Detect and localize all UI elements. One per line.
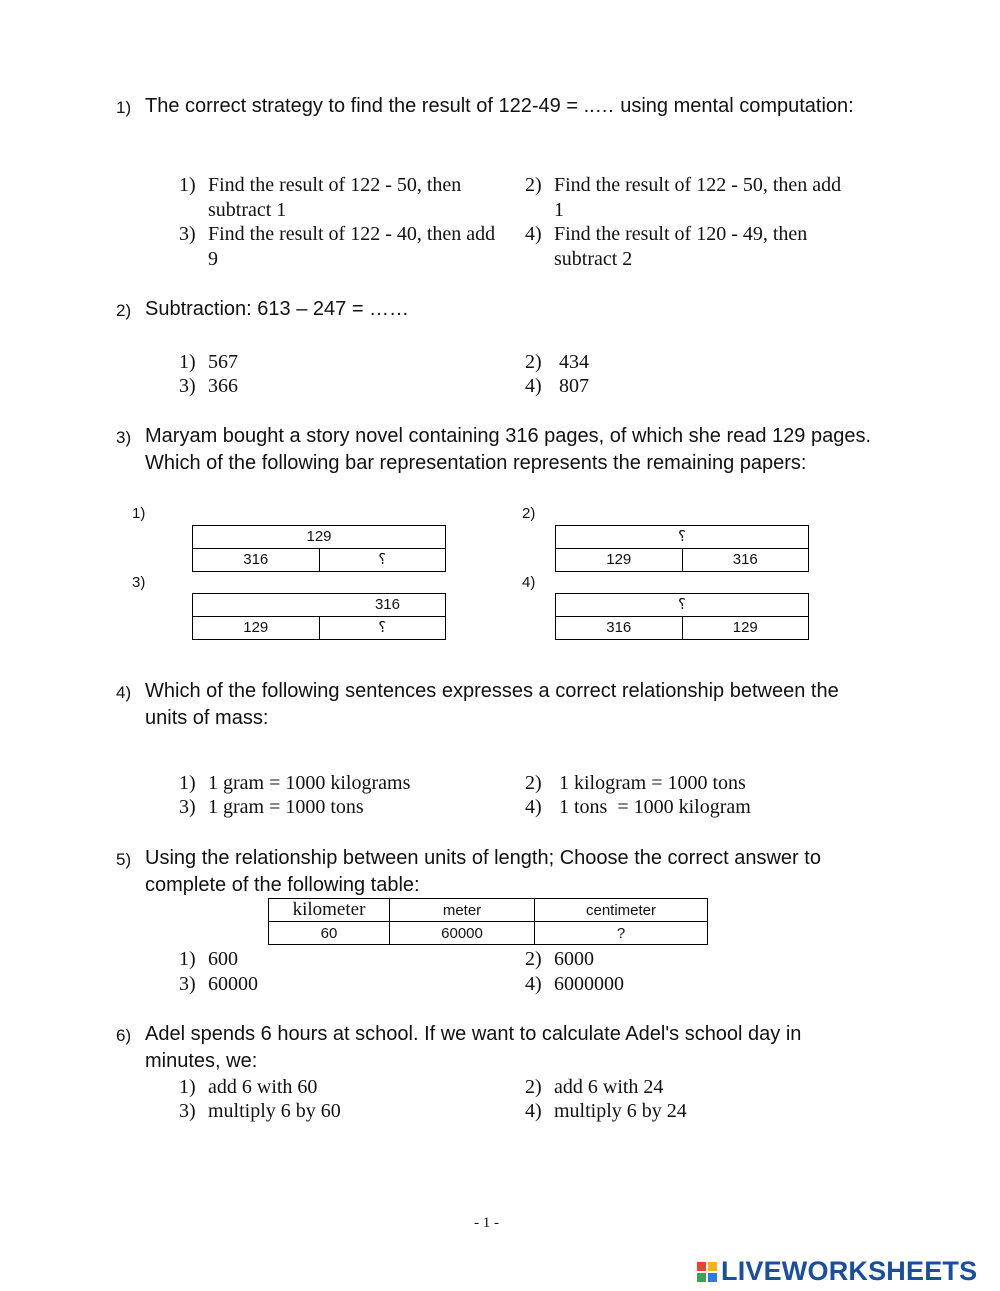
q4-option-1[interactable] [179, 771, 499, 796]
option-text: 807 [554, 375, 589, 397]
question-2 [116, 296, 876, 323]
q1-option-2[interactable] [525, 173, 845, 222]
question-4 [116, 678, 876, 732]
option-number: 3) [179, 1100, 196, 1122]
liveworksheets-logo [697, 1256, 977, 1287]
bar-option-label: 1) [132, 505, 146, 522]
logo-tile [708, 1262, 717, 1271]
option-number: 4) [525, 973, 542, 995]
question-number: 6) [116, 1026, 132, 1045]
question-5 [116, 845, 886, 899]
units-table-value-row [269, 922, 708, 945]
q5-option-3[interactable] [179, 972, 499, 997]
bar-option-label: 4) [522, 574, 536, 591]
logo-tile [697, 1262, 706, 1271]
option-text: Find the result of 122 - 50, then add 1 [554, 174, 842, 221]
option-number: 4) [525, 1100, 542, 1122]
logo-tile [708, 1273, 717, 1282]
question-6 [116, 1021, 876, 1075]
question-text: Adel spends 6 hours at school. If we want to calculate Adel's school day in minutes, we: [145, 1023, 802, 1072]
q4-option-2[interactable] [525, 771, 845, 796]
bar-option-4[interactable] [555, 593, 809, 640]
q2-option-4[interactable] [525, 374, 845, 399]
option-text: 6000 [554, 948, 594, 970]
option-text: 434 [554, 351, 589, 373]
units-table-cell: 60 [269, 922, 390, 945]
bar-bottom-row [193, 616, 445, 639]
option-text: 567 [208, 351, 238, 373]
option-text: 6000000 [554, 973, 624, 995]
bar-bottom-row [193, 548, 445, 571]
bar-cell: 129 [682, 617, 809, 639]
q6-option-1[interactable] [179, 1075, 499, 1100]
option-number: 3) [179, 375, 196, 397]
bar-cell: ؟ [319, 617, 446, 639]
option-number: 1) [179, 1076, 196, 1098]
option-text: 60000 [208, 973, 258, 995]
q5-option-2[interactable] [525, 947, 845, 972]
q6-option-3[interactable] [179, 1099, 499, 1124]
question-text: Which of the following sentences expresses a correct relationship between the units of mass: [145, 680, 839, 729]
bar-cell: 316 [374, 596, 400, 613]
option-text: 1 gram = 1000 tons [208, 796, 364, 818]
question-number: 2) [116, 301, 132, 320]
option-number: 3) [179, 973, 196, 995]
bar-cell: ؟ [319, 549, 446, 571]
q2-option-3[interactable] [179, 374, 499, 399]
option-number: 2) [525, 772, 542, 794]
units-table-cell: 60000 [390, 922, 535, 945]
option-text: add 6 with 24 [554, 1076, 664, 1098]
option-text: 1 gram = 1000 kilograms [208, 772, 411, 794]
bar-cell: ؟ [678, 596, 686, 613]
option-text: 600 [208, 948, 238, 970]
bar-option-1[interactable] [192, 525, 446, 572]
bar-top-row [556, 526, 808, 548]
bar-cell: ؟ [678, 528, 686, 545]
question-3 [116, 423, 876, 477]
q6-option-4[interactable] [525, 1099, 845, 1124]
question-text: Maryam bought a story novel containing 316 pages, of which she read 129 pages. Which of the following bar representation represents the remaining papers: [145, 425, 872, 474]
page-number: - 1 - [474, 1215, 499, 1231]
question-text: The correct strategy to find the result of 122-49 = ..… using mental computation: [145, 95, 854, 117]
option-text: multiply 6 by 60 [208, 1100, 341, 1122]
units-table-header: centimeter [535, 899, 708, 922]
bar-bottom-row [556, 548, 808, 571]
q1-option-3[interactable] [179, 222, 499, 271]
q5-option-1[interactable] [179, 947, 499, 972]
bar-cell: 316 [682, 549, 809, 571]
q6-option-2[interactable] [525, 1075, 845, 1100]
q1-option-4[interactable] [525, 222, 845, 271]
option-text: 1 kilogram = 1000 tons [554, 772, 746, 794]
bar-top-row [556, 594, 808, 616]
bar-cell: 316 [243, 551, 269, 568]
bar-cell: 129 [606, 551, 632, 568]
option-text: multiply 6 by 24 [554, 1100, 687, 1122]
units-table-header: meter [390, 899, 535, 922]
question-number: 1) [116, 98, 132, 117]
q5-option-4[interactable] [525, 972, 845, 997]
option-text: 366 [208, 375, 238, 397]
option-number: 2) [525, 174, 542, 196]
q2-option-1[interactable] [179, 350, 499, 375]
question-number: 3) [116, 428, 132, 447]
units-table-header: kilometer [269, 899, 390, 922]
option-number: 2) [525, 351, 542, 373]
option-number: 4) [525, 223, 542, 245]
logo-tiles-icon [697, 1262, 717, 1282]
units-table-header-row [269, 899, 708, 922]
q1-option-1[interactable] [179, 173, 499, 222]
bar-cell: 316 [606, 619, 632, 636]
bar-top-row [193, 526, 445, 548]
option-text: Find the result of 122 - 40, then add 9 [208, 223, 496, 270]
bar-cell: 129 [243, 619, 269, 636]
option-number: 2) [525, 1076, 542, 1098]
option-text: add 6 with 60 [208, 1076, 318, 1098]
bar-option-label: 2) [522, 505, 536, 522]
bar-option-3[interactable] [192, 593, 446, 640]
bar-option-2[interactable] [555, 525, 809, 572]
question-number: 4) [116, 683, 132, 702]
option-text: Find the result of 122 - 50, then subtract 1 [208, 174, 462, 221]
bar-cell: 129 [306, 528, 332, 545]
option-number: 1) [179, 948, 196, 970]
option-number: 1) [179, 351, 196, 373]
option-number: 1) [179, 772, 196, 794]
q4-option-3[interactable] [179, 795, 499, 820]
logo-tile [697, 1273, 706, 1282]
option-number: 4) [525, 375, 542, 397]
question-text: Using the relationship between units of length; Choose the correct answer to complete of the following table: [145, 847, 821, 896]
option-number: 2) [525, 948, 542, 970]
units-table-cell: ? [535, 922, 708, 945]
q4-option-4[interactable] [525, 795, 845, 820]
option-number: 3) [179, 796, 196, 818]
option-text: 1 tons = 1000 kilogram [554, 796, 751, 818]
question-1 [116, 93, 876, 120]
bar-option-label: 3) [132, 574, 146, 591]
brand-name: LIVEWORKSHEETS [721, 1256, 978, 1286]
question-text: Subtraction: 613 – 247 = …… [145, 298, 410, 320]
bar-bottom-row [556, 616, 808, 639]
option-number: 4) [525, 796, 542, 818]
units-table [268, 898, 708, 945]
option-text: Find the result of 120 - 49, then subtract 2 [554, 223, 808, 270]
bar-top-row [193, 594, 445, 616]
question-number: 5) [116, 850, 132, 869]
option-number: 1) [179, 174, 196, 196]
option-number: 3) [179, 223, 196, 245]
q2-option-2[interactable] [525, 350, 845, 375]
